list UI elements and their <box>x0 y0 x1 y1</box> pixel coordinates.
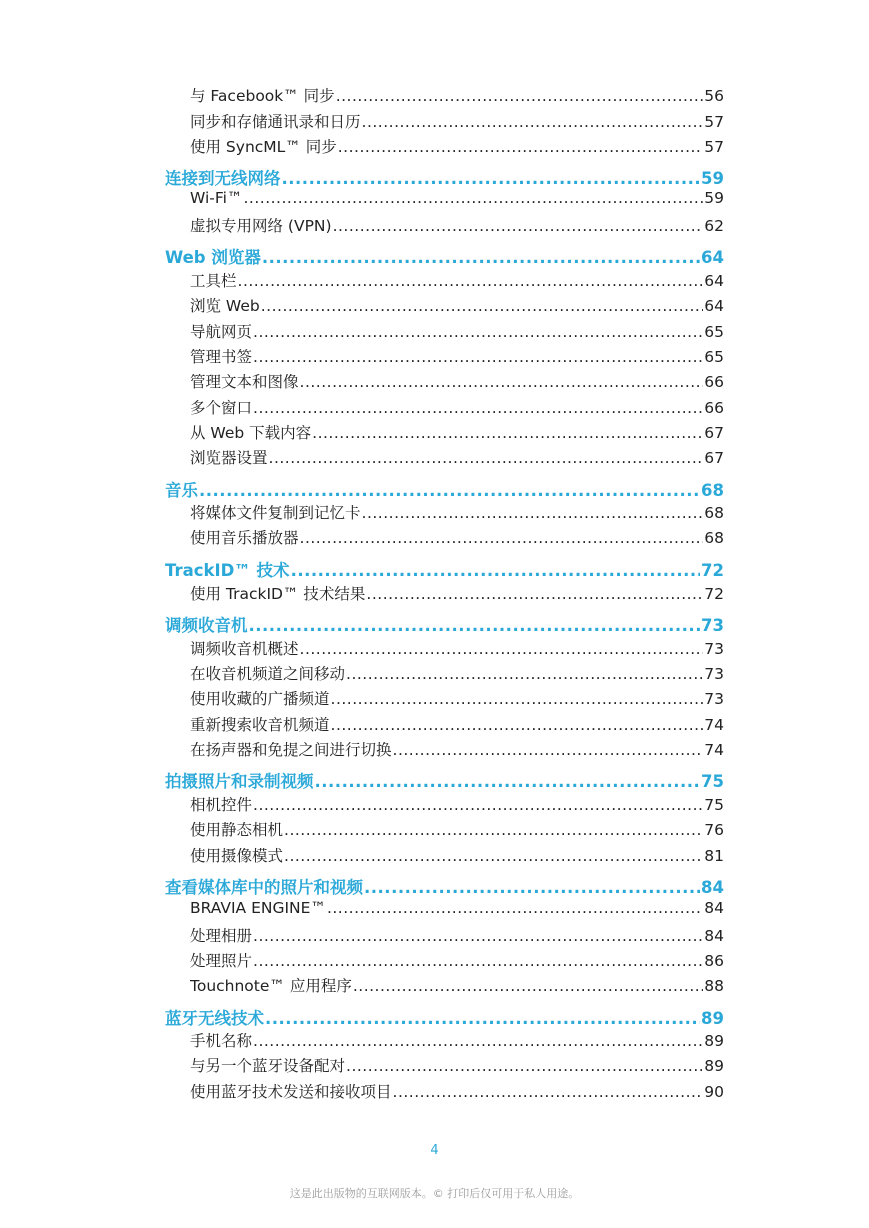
toc-section-entry[interactable] <box>190 974 724 996</box>
toc-leader-dots <box>269 449 704 467</box>
toc-entry-title: 使用音乐播放器 <box>190 529 299 547</box>
toc-section-entry[interactable] <box>190 370 724 392</box>
toc-entry-title: 浏览 Web <box>190 297 260 315</box>
toc-leader-dots <box>249 616 701 635</box>
toc-entry-title: 蓝牙无线技术 <box>165 1009 264 1028</box>
toc-leader-dots <box>364 878 700 897</box>
toc-leader-dots <box>300 640 704 658</box>
toc-entry-title: 在收音机频道之间移动 <box>190 665 346 683</box>
toc-leader-dots <box>338 138 704 156</box>
toc-entry-title: 使用 TrackID™ 技术结果 <box>190 585 366 603</box>
toc-section-entry[interactable] <box>190 135 724 157</box>
toc-leader-dots <box>312 424 703 442</box>
toc-entry-title: Wi-Fi™ <box>190 189 243 207</box>
toc-entry-title: 从 Web 下载内容 <box>190 424 312 442</box>
toc-entry-title: 处理相册 <box>190 927 253 945</box>
toc-section-entry[interactable] <box>190 738 724 760</box>
toc-section-entry[interactable] <box>190 1054 724 1076</box>
toc-leader-dots <box>243 189 703 207</box>
toc-entry-title: 调频收音机概述 <box>190 640 299 658</box>
toc-section-entry[interactable] <box>190 396 724 418</box>
toc-entry-title: 相机控件 <box>190 796 253 814</box>
toc-entry-page: 89 <box>701 1009 724 1028</box>
toc-entry-title: 重新搜索收音机频道 <box>190 716 330 734</box>
toc-section-entry[interactable] <box>190 446 724 468</box>
toc-leader-dots <box>353 977 703 995</box>
toc-entry-page: 64 <box>701 248 724 267</box>
toc-leader-dots <box>199 481 700 500</box>
toc-entry-page: 64 <box>704 297 724 315</box>
toc-leader-dots <box>253 927 703 945</box>
toc-entry-page: 57 <box>704 113 724 131</box>
toc-entry-page: 74 <box>704 741 724 759</box>
toc-leader-dots <box>238 272 704 290</box>
toc-entry-title: 将媒体文件复制到记忆卡 <box>190 504 361 522</box>
toc-entry-page: 68 <box>701 481 724 500</box>
toc-entry-page: 84 <box>704 899 724 917</box>
toc-section-entry[interactable] <box>190 949 724 971</box>
toc-leader-dots <box>346 665 703 683</box>
toc-entry-page: 74 <box>704 716 724 734</box>
toc-entry-title: 拍摄照片和录制视频 <box>165 772 314 791</box>
toc-entry-title: 连接到无线网络 <box>165 169 281 188</box>
toc-entry-title: 多个窗口 <box>190 399 253 417</box>
toc-leader-dots <box>315 772 701 791</box>
toc-leader-dots <box>253 399 703 417</box>
toc-chapter-entry[interactable] <box>165 477 724 501</box>
toc-entry-title: Web 浏览器 <box>165 248 261 267</box>
toc-section-entry[interactable] <box>190 84 724 106</box>
toc-section-entry[interactable] <box>190 637 724 659</box>
toc-section-entry[interactable] <box>190 713 724 735</box>
toc-leader-dots <box>291 561 700 580</box>
toc-leader-dots <box>333 217 704 235</box>
toc-entry-page: 72 <box>701 561 724 580</box>
toc-entry-page: 67 <box>704 424 724 442</box>
toc-leader-dots <box>261 297 704 315</box>
toc-entry-page: 64 <box>704 272 724 290</box>
toc-entry-page: 72 <box>704 585 724 603</box>
toc-entry-page: 62 <box>704 217 724 235</box>
toc-entry-title: 处理照片 <box>190 952 253 970</box>
toc-entry-page: 75 <box>701 772 724 791</box>
toc-leader-dots <box>362 113 704 131</box>
toc-entry-title: 与 Facebook™ 同步 <box>190 87 335 105</box>
toc-entry-title: 在扬声器和免提之间进行切换 <box>190 741 392 759</box>
toc-entry-page: 68 <box>704 504 724 522</box>
toc-entry-page: 84 <box>704 927 724 945</box>
toc-entry-page: 67 <box>704 449 724 467</box>
toc-entry-title: 使用静态相机 <box>190 821 284 839</box>
toc-entry-page: 65 <box>704 348 724 366</box>
toc-entry-page: 73 <box>704 665 724 683</box>
toc-entry-page: 65 <box>704 323 724 341</box>
toc-entry-page: 75 <box>704 796 724 814</box>
toc-entry-title: 使用收藏的广播频道 <box>190 690 330 708</box>
toc-leader-dots <box>346 1057 703 1075</box>
toc-section-entry[interactable] <box>190 421 724 443</box>
toc-entry-page: 66 <box>704 399 724 417</box>
toc-leader-dots <box>336 87 704 105</box>
toc-leader-dots <box>253 348 703 366</box>
toc-entry-page: 73 <box>701 616 724 635</box>
toc-entry-title: 查看媒体库中的照片和视频 <box>165 878 363 897</box>
toc-leader-dots <box>282 169 701 188</box>
toc-chapter-entry[interactable] <box>165 768 724 792</box>
toc-leader-dots <box>331 716 704 734</box>
toc-entry-page: 84 <box>701 878 724 897</box>
toc-section-entry[interactable] <box>190 294 724 316</box>
toc-entry-title: 浏览器设置 <box>190 449 268 467</box>
page-number: 4 <box>430 1143 439 1158</box>
toc-entry-page: 89 <box>704 1032 724 1050</box>
toc-entry-page: 89 <box>704 1057 724 1075</box>
toc-section-entry[interactable] <box>190 214 724 236</box>
toc-entry-title: 音乐 <box>165 481 198 500</box>
toc-entry-title: 管理书签 <box>190 348 253 366</box>
toc-entry-title: 导航网页 <box>190 323 253 341</box>
toc-chapter-entry[interactable] <box>165 874 724 898</box>
toc-entry-page: 68 <box>704 529 724 547</box>
toc-entry-page: 90 <box>704 1083 724 1101</box>
toc-chapter-entry[interactable] <box>165 557 724 581</box>
toc-entry-title: 使用 SyncML™ 同步 <box>190 138 337 156</box>
toc-entry-title: 同步和存储通讯录和日历 <box>190 113 361 131</box>
toc-leader-dots <box>300 529 704 547</box>
toc-entry-page: 59 <box>701 169 724 188</box>
toc-entry-page: 59 <box>704 189 724 207</box>
toc-chapter-entry[interactable] <box>165 244 724 268</box>
toc-entry-title: 虚拟专用网络 (VPN) <box>190 217 332 235</box>
toc-entry-title: 手机名称 <box>190 1032 253 1050</box>
toc-section-entry[interactable] <box>190 844 724 866</box>
toc-leader-dots <box>253 796 703 814</box>
toc-entry-title: 调频收音机 <box>165 616 248 635</box>
toc-entry-page: 73 <box>704 690 724 708</box>
toc-section-entry[interactable] <box>190 345 724 367</box>
toc-entry-page: 88 <box>704 977 724 995</box>
toc-entry-page: 76 <box>704 821 724 839</box>
toc-entry-page: 57 <box>704 138 724 156</box>
toc-chapter-entry[interactable] <box>165 165 724 189</box>
toc-section-entry[interactable] <box>190 899 724 917</box>
toc-entry-title: 工具栏 <box>190 272 237 290</box>
toc-entry-title: Touchnote™ 应用程序 <box>190 977 352 995</box>
toc-leader-dots <box>362 504 704 522</box>
toc-entry-page: 73 <box>704 640 724 658</box>
toc-leader-dots <box>327 899 703 917</box>
toc-section-entry[interactable] <box>190 269 724 291</box>
toc-leader-dots <box>284 847 703 865</box>
toc-entry-title: TrackID™ 技术 <box>165 561 290 580</box>
toc-chapter-entry[interactable] <box>165 612 724 636</box>
toc-entry-title: BRAVIA ENGINE™ <box>190 899 326 917</box>
toc-entry-title: 与另一个蓝牙设备配对 <box>190 1057 346 1075</box>
toc-leader-dots <box>253 952 703 970</box>
toc-section-entry[interactable] <box>190 526 724 548</box>
toc-section-entry[interactable] <box>190 687 724 709</box>
toc-entry-page: 81 <box>704 847 724 865</box>
toc-leader-dots <box>366 585 703 603</box>
toc-leader-dots <box>331 690 704 708</box>
toc-leader-dots <box>393 741 704 759</box>
toc-leader-dots <box>284 821 703 839</box>
toc-section-entry[interactable] <box>190 924 724 946</box>
toc-section-entry[interactable] <box>190 1080 724 1102</box>
toc-section-entry[interactable] <box>190 189 724 207</box>
footer-note: 这是此出版物的互联网版本。© 打印后仅可用于私人用途。 <box>289 1187 580 1200</box>
toc-section-entry[interactable] <box>190 501 724 523</box>
toc-section-entry[interactable] <box>190 662 724 684</box>
toc-leader-dots <box>262 248 700 267</box>
toc-leader-dots <box>265 1009 700 1028</box>
toc-section-entry[interactable] <box>190 793 724 815</box>
toc-leader-dots <box>253 1032 703 1050</box>
toc-leader-dots <box>253 323 703 341</box>
toc-section-entry[interactable] <box>190 582 724 604</box>
toc-section-entry[interactable] <box>190 1029 724 1051</box>
toc-entry-page: 86 <box>704 952 724 970</box>
toc-entry-title: 使用摄像模式 <box>190 847 284 865</box>
toc-section-entry[interactable] <box>190 110 724 132</box>
toc-entry-page: 56 <box>704 87 724 105</box>
toc-leader-dots <box>300 373 704 391</box>
toc-chapter-entry[interactable] <box>165 1005 724 1029</box>
toc-entry-title: 使用蓝牙技术发送和接收项目 <box>190 1083 392 1101</box>
toc-entry-title: 管理文本和图像 <box>190 373 299 391</box>
toc-entry-page: 66 <box>704 373 724 391</box>
toc-section-entry[interactable] <box>190 818 724 840</box>
toc-leader-dots <box>393 1083 704 1101</box>
toc-section-entry[interactable] <box>190 320 724 342</box>
